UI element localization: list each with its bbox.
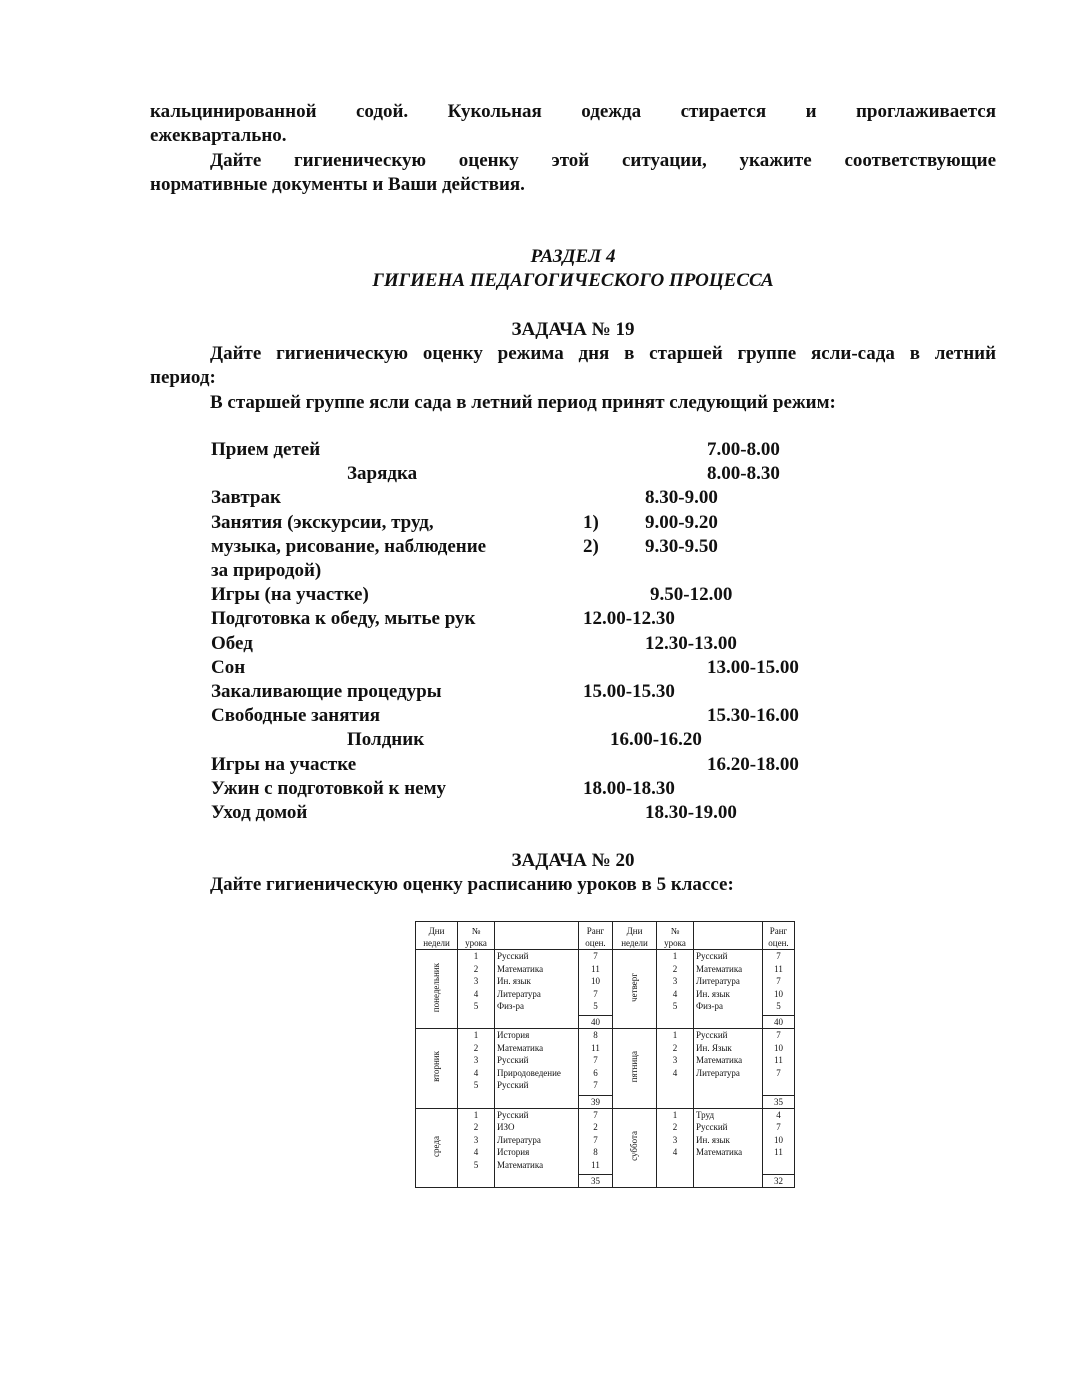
word: дня — [578, 343, 610, 364]
schedule-time: 18.00-18.30 — [583, 777, 675, 799]
day-of-week — [416, 1029, 458, 1108]
cell-value: Русский — [497, 951, 529, 961]
cell-value: Русский — [696, 951, 728, 961]
cell-value: 7 — [776, 1030, 781, 1041]
cell-value: 7 — [593, 988, 598, 999]
cell-value: 5 — [776, 1001, 781, 1011]
cell-value: 1 — [672, 1030, 678, 1041]
cell-value: 5 — [473, 1159, 479, 1170]
cell-value: Математика — [696, 1055, 743, 1066]
rank-values — [579, 950, 613, 1016]
rank-values — [763, 950, 795, 1016]
word: старшей — [649, 343, 723, 364]
word: гигиеническую — [294, 150, 427, 171]
cell-value: Литература — [696, 1067, 740, 1078]
cell-value: 10 — [774, 1134, 783, 1145]
schedule-activity: Завтрак — [211, 487, 281, 509]
cell-value: Математика — [497, 963, 544, 974]
cell-value: 7 — [776, 976, 781, 986]
schedule-activity: Свободные занятия — [211, 705, 381, 727]
cell-value: 11 — [591, 1042, 600, 1053]
cell-value: Математика — [497, 1042, 544, 1053]
word: в — [624, 343, 635, 364]
word: Кукольная — [447, 101, 542, 122]
day-label: понедельник — [431, 962, 442, 1012]
cell-value: 11 — [774, 1055, 783, 1066]
cell-value: Ин. язык — [497, 976, 531, 986]
cell-value: Литература — [497, 988, 541, 999]
schedule-time: 16.20-18.00 — [707, 753, 799, 775]
cell-value: Физ-ра — [497, 1001, 524, 1011]
intro-line-4: нормативные документы и Ваши действия. — [150, 174, 525, 195]
word: гигиеническую — [276, 343, 409, 364]
cell-value: Русский — [497, 1055, 529, 1066]
cell-value: Труд — [696, 1109, 715, 1120]
schedule-time: 12.30-13.00 — [645, 632, 737, 654]
intro-line-2: ежеквартально. — [150, 125, 287, 146]
cell-value: Русский — [696, 1030, 728, 1041]
schedule-activity: Игры на участке — [211, 753, 357, 775]
rank-values — [763, 1108, 795, 1174]
cell-value: Литература — [497, 1134, 541, 1145]
day-label: вторник — [431, 1051, 442, 1083]
section-title: ГИГИЕНА ПЕДАГОГИЧЕСКОГО ПРОЦЕССА — [372, 270, 774, 291]
intro-line-1 — [150, 100, 996, 124]
schedule-activity: Ужин с подготовкой к нему — [211, 777, 447, 799]
cell-value: 4 — [473, 1067, 479, 1078]
cell-value: 7 — [776, 951, 781, 961]
cell-value: 7 — [593, 1080, 598, 1091]
schedule-time: 9.00-9.20 — [645, 511, 718, 533]
schedule-activity: Занятия (экскурсии, труд, — [211, 511, 434, 533]
header-days: Дни недели — [416, 922, 458, 950]
section-number: РАЗДЕЛ 4 — [530, 246, 616, 267]
word: ясли-сада — [811, 343, 895, 364]
intro-line-3 — [210, 149, 996, 173]
word: одежда — [581, 101, 642, 122]
schedule-time: 15.30-16.00 — [707, 705, 799, 727]
schedule-time: 15.00-15.30 — [583, 681, 675, 702]
lesson-numbers — [458, 1029, 495, 1108]
schedule-time: 13.00-15.00 — [707, 656, 799, 678]
cell-value: Математика — [696, 963, 743, 974]
rank-values — [579, 1108, 613, 1174]
schedule-activity: музыка, рисование, наблюдение — [211, 535, 487, 557]
cell-value: 2 — [672, 963, 678, 974]
schedule-activity: Зарядка — [347, 463, 418, 485]
cell-value: 1 — [473, 1030, 479, 1041]
day-label: суббота — [629, 1131, 640, 1161]
cell-value: 4 — [672, 988, 678, 999]
cell-value: Физ-ра — [696, 1001, 723, 1011]
rank-total: 40 — [579, 1016, 613, 1029]
task19-heading: ЗАДАЧА № 19 — [511, 319, 635, 340]
schedule-activity: Полдник — [347, 729, 425, 751]
word: группе — [737, 343, 797, 364]
cell-value: 5 — [593, 1001, 598, 1011]
cell-value: 11 — [774, 963, 783, 974]
schedule-time: 8.00-8.30 — [707, 463, 780, 485]
word: соответствующие — [844, 150, 997, 171]
rank-values — [579, 1029, 613, 1095]
header-subject — [694, 922, 763, 950]
day-label: четверг — [629, 972, 640, 1002]
task19-line-3: В старшей группе ясли сада в летний период принят следующий режим: — [210, 392, 836, 413]
rank-total: 40 — [763, 1016, 795, 1029]
rank-values — [763, 1029, 795, 1095]
cell-value: 3 — [473, 1134, 479, 1145]
header-rank: Ранг оцен. — [763, 922, 795, 950]
cell-value: История — [497, 1147, 530, 1158]
cell-value: 3 — [672, 976, 678, 986]
cell-value: 3 — [473, 976, 479, 986]
cell-value: 8 — [593, 1030, 598, 1041]
cell-value: 5 — [473, 1080, 479, 1091]
cell-value: 2 — [593, 1122, 598, 1133]
cell-value: 7 — [776, 1122, 781, 1133]
rank-total: 35 — [579, 1175, 613, 1188]
word: в — [909, 343, 920, 364]
cell-value: 2 — [473, 1122, 479, 1133]
subjects — [694, 1108, 763, 1187]
word: Дайте — [210, 343, 262, 364]
subjects — [495, 1108, 579, 1187]
subjects — [694, 1029, 763, 1108]
cell-value: 3 — [473, 1055, 479, 1066]
cell-value: 4 — [672, 1067, 678, 1078]
cell-value: 7 — [776, 1067, 781, 1078]
cell-value: 7 — [593, 1109, 598, 1120]
subjects — [495, 1029, 579, 1108]
header-days: Дни недели — [613, 922, 657, 950]
header-lesson-number: № урока — [657, 922, 694, 950]
cell-value: 1 — [473, 1109, 479, 1120]
cell-value: 4 — [776, 1109, 781, 1120]
schedule-time: 7.00-8.00 — [707, 439, 780, 460]
schedule-time: 12.00-12.30 — [583, 608, 675, 630]
cell-value: 4 — [473, 1147, 479, 1158]
word: проглаживается — [855, 101, 997, 122]
lesson-numbers — [458, 1108, 495, 1187]
cell-value: 2 — [473, 963, 479, 974]
header-lesson-number: № урока — [458, 922, 495, 950]
header-rank: Ранг оцен. — [579, 922, 613, 950]
cell-value: Ин. язык — [696, 988, 730, 999]
cell-value: 2 — [473, 1042, 479, 1053]
schedule-activity: Подготовка к обеду, мытье рук — [211, 608, 476, 630]
schedule-activity: Закаливающие процедуры — [211, 681, 442, 702]
schedule-activity: Обед — [211, 632, 253, 654]
cell-value: Русский — [497, 1109, 529, 1120]
subjects — [694, 950, 763, 1029]
word: содой. — [355, 101, 409, 122]
word: стирается — [680, 101, 767, 122]
schedule-time: 9.30-9.50 — [645, 535, 718, 557]
lesson-numbers — [657, 1029, 694, 1108]
schedule-time: 8.30-9.00 — [645, 487, 718, 509]
cell-value: 11 — [591, 1159, 600, 1170]
schedule-activity: Игры (на участке) — [211, 584, 369, 606]
task19-line-2: период: — [150, 367, 216, 388]
cell-value: Русский — [497, 1080, 529, 1091]
task19-line-1 — [210, 342, 996, 366]
timetable-row — [416, 950, 795, 1016]
header-subject — [495, 922, 579, 950]
word: и — [805, 101, 817, 122]
cell-value: 5 — [473, 1001, 479, 1011]
lesson-numbers — [657, 1108, 694, 1187]
cell-value: Ин. Язык — [696, 1042, 732, 1053]
cell-value: 7 — [593, 1055, 598, 1066]
cell-value: ИЗО — [497, 1122, 515, 1133]
cell-value: Природоведение — [497, 1067, 561, 1078]
cell-value: 11 — [774, 1147, 783, 1158]
word: летний — [934, 343, 997, 364]
day-of-week — [416, 1108, 458, 1187]
cell-value: Ин. язык — [696, 1134, 730, 1145]
day-of-week — [613, 1029, 657, 1108]
word: ситуации, — [622, 150, 707, 171]
cell-value: 1 — [672, 1109, 678, 1120]
schedule-time: 9.50-12.00 — [650, 584, 733, 606]
cell-value: Математика — [696, 1147, 743, 1158]
word: оценку — [422, 343, 483, 364]
cell-value: История — [497, 1030, 530, 1041]
cell-value: 4 — [672, 1147, 678, 1158]
word: кальцинированной — [150, 101, 317, 122]
schedule-marker: 2) — [583, 535, 599, 557]
cell-value: Математика — [497, 1159, 544, 1170]
cell-value: 3 — [672, 1134, 678, 1145]
lesson-numbers — [657, 950, 694, 1029]
subjects — [495, 950, 579, 1029]
schedule-time: 18.30-19.00 — [645, 802, 737, 823]
word: Дайте — [210, 150, 262, 171]
cell-value: 1 — [672, 951, 678, 961]
lesson-numbers — [458, 950, 495, 1029]
word: укажите — [739, 150, 812, 171]
day-of-week — [613, 950, 657, 1029]
word: этой — [551, 150, 590, 171]
rank-total: 35 — [763, 1095, 795, 1108]
cell-value: 11 — [591, 963, 600, 974]
cell-value: 7 — [593, 1134, 598, 1145]
day-of-week — [613, 1108, 657, 1187]
cell-value: 2 — [672, 1042, 678, 1053]
cell-value: 10 — [591, 976, 600, 986]
schedule-time: 16.00-16.20 — [610, 729, 702, 751]
cell-value: 5 — [672, 1001, 678, 1011]
cell-value: 1 — [473, 951, 479, 961]
lesson-timetable — [415, 921, 794, 1188]
word: режима — [497, 343, 564, 364]
timetable-row — [416, 1108, 795, 1174]
day-label: среда — [431, 1135, 442, 1157]
schedule-activity: Уход домой — [211, 802, 308, 823]
cell-value: 2 — [672, 1122, 678, 1133]
cell-value: 4 — [473, 988, 479, 999]
cell-value: 7 — [593, 951, 598, 961]
rank-total: 32 — [763, 1175, 795, 1188]
schedule-activity: Сон — [211, 656, 246, 678]
rank-total: 39 — [579, 1095, 613, 1108]
schedule-activity: за природой) — [211, 560, 322, 581]
schedule-activity: Прием детей — [211, 439, 321, 460]
cell-value: Литература — [696, 976, 740, 986]
cell-value: 10 — [774, 1042, 783, 1053]
cell-value: 3 — [672, 1055, 678, 1066]
cell-value: 10 — [774, 988, 783, 999]
day-label: пятница — [629, 1051, 640, 1083]
table-header-row — [416, 922, 795, 950]
cell-value: 8 — [593, 1147, 598, 1158]
cell-value: Русский — [696, 1122, 728, 1133]
timetable-row — [416, 1029, 795, 1095]
word: оценку — [458, 150, 519, 171]
schedule-marker: 1) — [583, 511, 599, 533]
task20-line-1: Дайте гигиеническую оценку расписанию уроков в 5 классе: — [210, 874, 734, 895]
day-of-week — [416, 950, 458, 1029]
task20-heading: ЗАДАЧА № 20 — [511, 850, 635, 871]
cell-value: 6 — [593, 1067, 598, 1078]
